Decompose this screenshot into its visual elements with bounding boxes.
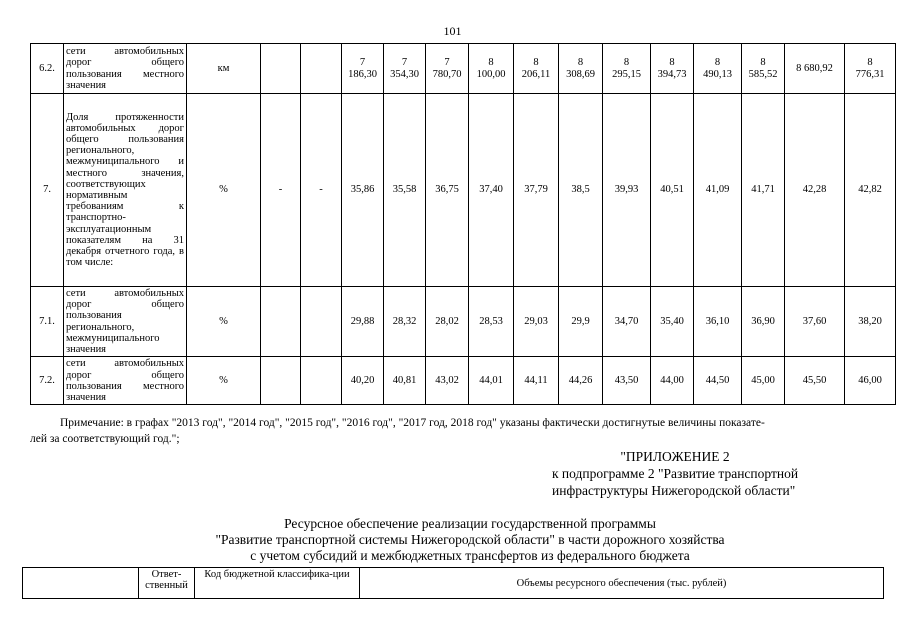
indicator-name: Доля протяженности автомобильных дорог общего пользования регионального, межмуниципального и местного значения, соответствующих нормативным требованиям к транспортно-эксплуатационным показателям на 31 декабря отчетного года, в том числе: (64, 94, 187, 287)
unit-cell: км (187, 44, 261, 94)
value-cell: 37,79 (514, 94, 559, 287)
value-cell: 28,53 (469, 287, 514, 357)
note-line-1: Примечание: в графах "2013 год", "2014 год", "2015 год", "2016 год", "2017 год, 2018 год" указаны фактически достигнутые величины показате- (60, 417, 765, 429)
value-cell: 28,02 (426, 287, 469, 357)
value-cell: 8 585,52 (742, 44, 785, 94)
value-cell: 35,40 (651, 287, 694, 357)
value-cell: 37,60 (785, 287, 845, 357)
table-row (31, 94, 896, 287)
row-number: 7.2. (31, 357, 64, 405)
value-cell: 8 680,92 (785, 44, 845, 94)
unit-cell: % (187, 287, 261, 357)
value-cell: 36,90 (742, 287, 785, 357)
value-cell: 38,5 (559, 94, 603, 287)
value-cell: 44,26 (559, 357, 603, 405)
base-cell (261, 357, 301, 405)
resource-title (120, 516, 820, 564)
value-cell: 8 776,31 (845, 44, 896, 94)
value-cell: 29,03 (514, 287, 559, 357)
value-cell: 38,20 (845, 287, 896, 357)
table-row (31, 44, 896, 94)
resource-header-responsible: Ответ-ственный (139, 568, 195, 599)
value-cell: 43,50 (603, 357, 651, 405)
resource-title-line-2: "Развитие транспортной системы Нижегородской области" в части дорожного хозяйства (215, 532, 725, 547)
value-cell: 42,82 (845, 94, 896, 287)
value-cell: 37,40 (469, 94, 514, 287)
unit-cell: % (187, 357, 261, 405)
value-cell: 40,20 (342, 357, 384, 405)
value-cell: 35,58 (384, 94, 426, 287)
page-number: 101 (443, 24, 462, 38)
value-cell: 44,50 (694, 357, 742, 405)
note-line-2: лей за соответствующий год."; (30, 433, 180, 445)
base-cell: - (301, 94, 342, 287)
value-cell: 28,32 (384, 287, 426, 357)
row-number: 7. (31, 94, 64, 287)
resource-title-line-3: с учетом субсидий и межбюджетных трансфертов из федерального бюджета (250, 548, 690, 563)
base-cell (301, 44, 342, 94)
base-cell (301, 287, 342, 357)
base-cell (261, 44, 301, 94)
value-cell: 44,01 (469, 357, 514, 405)
value-cell: 44,11 (514, 357, 559, 405)
value-cell: 8 206,11 (514, 44, 559, 94)
value-cell: 40,81 (384, 357, 426, 405)
resource-table (22, 567, 884, 599)
value-cell: 41,09 (694, 94, 742, 287)
row-number: 7.1. (31, 287, 64, 357)
appendix-line-1: к подпрограмме 2 "Развитие транспортной (552, 466, 799, 481)
value-cell: 8 394,73 (651, 44, 694, 94)
value-cell: 43,02 (426, 357, 469, 405)
appendix-heading (552, 448, 798, 499)
table-row (31, 287, 896, 357)
appendix-title: "ПРИЛОЖЕНИЕ 2 (620, 449, 730, 464)
indicator-name: сети автомобильных дорог общего пользования местного значения (64, 357, 187, 405)
resource-header-col-1 (23, 568, 139, 599)
value-cell: 41,71 (742, 94, 785, 287)
unit-cell: % (187, 94, 261, 287)
value-cell: 40,51 (651, 94, 694, 287)
value-cell: 46,00 (845, 357, 896, 405)
value-cell: 7 354,30 (384, 44, 426, 94)
value-cell: 42,28 (785, 94, 845, 287)
value-cell: 8 295,15 (603, 44, 651, 94)
value-cell: 8 490,13 (694, 44, 742, 94)
value-cell: 45,50 (785, 357, 845, 405)
indicator-name: сети автомобильных дорог общего пользования регионального, межмуниципального значения (64, 287, 187, 357)
value-cell: 7 780,70 (426, 44, 469, 94)
resource-title-line-1: Ресурсное обеспечение реализации государственной программы (284, 516, 656, 531)
value-cell: 7 186,30 (342, 44, 384, 94)
table-note (30, 415, 883, 447)
table-row (31, 357, 896, 405)
base-cell: - (261, 94, 301, 287)
indicator-name: сети автомобильных дорог общего пользования местного значения (64, 44, 187, 94)
appendix-line-2: инфраструктуры Нижегородской области" (552, 483, 796, 498)
value-cell: 29,88 (342, 287, 384, 357)
value-cell: 35,86 (342, 94, 384, 287)
base-cell (261, 287, 301, 357)
base-cell (301, 357, 342, 405)
value-cell: 39,93 (603, 94, 651, 287)
indicators-table (30, 43, 896, 405)
value-cell: 34,70 (603, 287, 651, 357)
resource-header-budget-code: Код бюджетной классифика-ции (195, 568, 360, 599)
resource-table-header (23, 568, 884, 599)
row-number: 6.2. (31, 44, 64, 94)
value-cell: 45,00 (742, 357, 785, 405)
resource-header-volumes: Объемы ресурсного обеспечения (тыс. рублей) (360, 568, 884, 599)
value-cell: 36,10 (694, 287, 742, 357)
value-cell: 29,9 (559, 287, 603, 357)
value-cell: 36,75 (426, 94, 469, 287)
value-cell: 8 100,00 (469, 44, 514, 94)
value-cell: 8 308,69 (559, 44, 603, 94)
value-cell: 44,00 (651, 357, 694, 405)
